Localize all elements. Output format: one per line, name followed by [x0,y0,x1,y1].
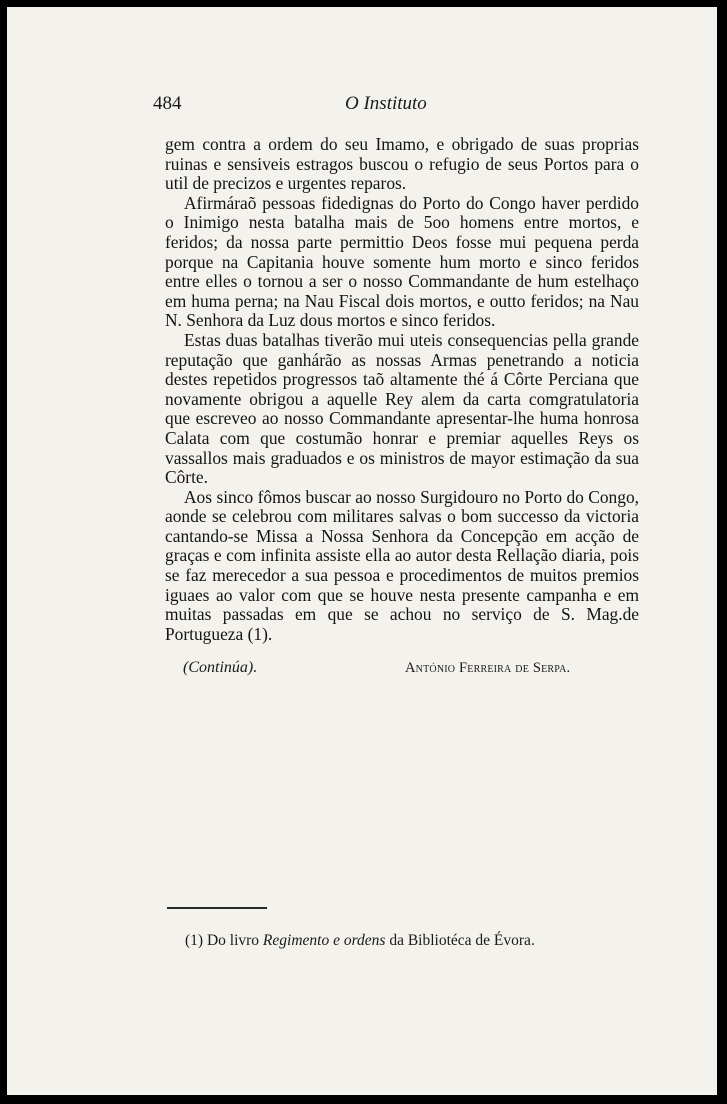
continua-note: (Continúa). [183,659,258,676]
footnote-title: Regimento e ordens [262,932,386,949]
paragraph-2: Afirmáraõ pessoas fidedignas do Porto do Congo haver perdido o Inimigo nesta batalha mais de 5oo homens entre mortos, e feridos; da nossa parte permittio Deos fosse mui pequena perda porque na Capitania houve somente hum morto e sinco feridos entre elles o tornou a ser o nosso Commandante de hum estelhaço em huma perna; na Nau Fiscal dois mortos, e outto feridos; na Nau N. Senhora da Luz dous mortos e sinco feridos. [165,192,639,331]
footnote-prefix: Do livro [206,932,260,949]
page-number: 484 [153,93,182,114]
book-page [7,7,717,1095]
running-head [7,93,717,123]
paragraph-1: gem contra a ordem do seu Imamo, e obrigado de suas proprias ruinas e sensiveis estragos buscou o refugio de seus Portos para o util de precizos e urgentes reparos. [165,134,639,194]
author-signature: António Ferreira de Serpa. [405,660,571,676]
body-text [165,135,639,644]
paragraph-3: Estas duas batalhas tiverão mui uteis consequencias pella grande reputação que ganhárão as nossas Armas penetrando a noticia destes repetidos progressos taõ altamente thé á Côrte Perciana que novamente obrigou a aquelle Rey alem da carta comgratulatoria que escreveo ao nosso Commandante apresentar-lhe huma honrosa Calata com que costumão honrar e premiar aquelles Reys os vassallos mais graduados e os ministros de mayor estimação da sua Côrte. [165,329,639,488]
paragraph-4: Aos sinco fômos buscar ao nosso Surgidouro no Porto do Congo, aonde se celebrou com militares salvas o bom successo da victoria cantando-se Missa a Nossa Senhora da Concepção em acção de graças e com infinita assiste ella ao autor desta Rellação diaria, pois se faz merecedor a sua pessoa e procedimentos de muitos premios iguaes ao valor com que se houve nesta presente campanha e em muitas passadas em que se achou no serviço de S. Mag.de Portugueza (1). [165,486,639,644]
journal-title: O Instituto [345,93,427,114]
footnote-marker: (1) [185,932,204,949]
footnote-divider [167,907,267,909]
signature-row [7,659,717,683]
footnote-suffix: da Bibliotéca de Évora. [389,932,535,949]
footnote [185,932,535,950]
